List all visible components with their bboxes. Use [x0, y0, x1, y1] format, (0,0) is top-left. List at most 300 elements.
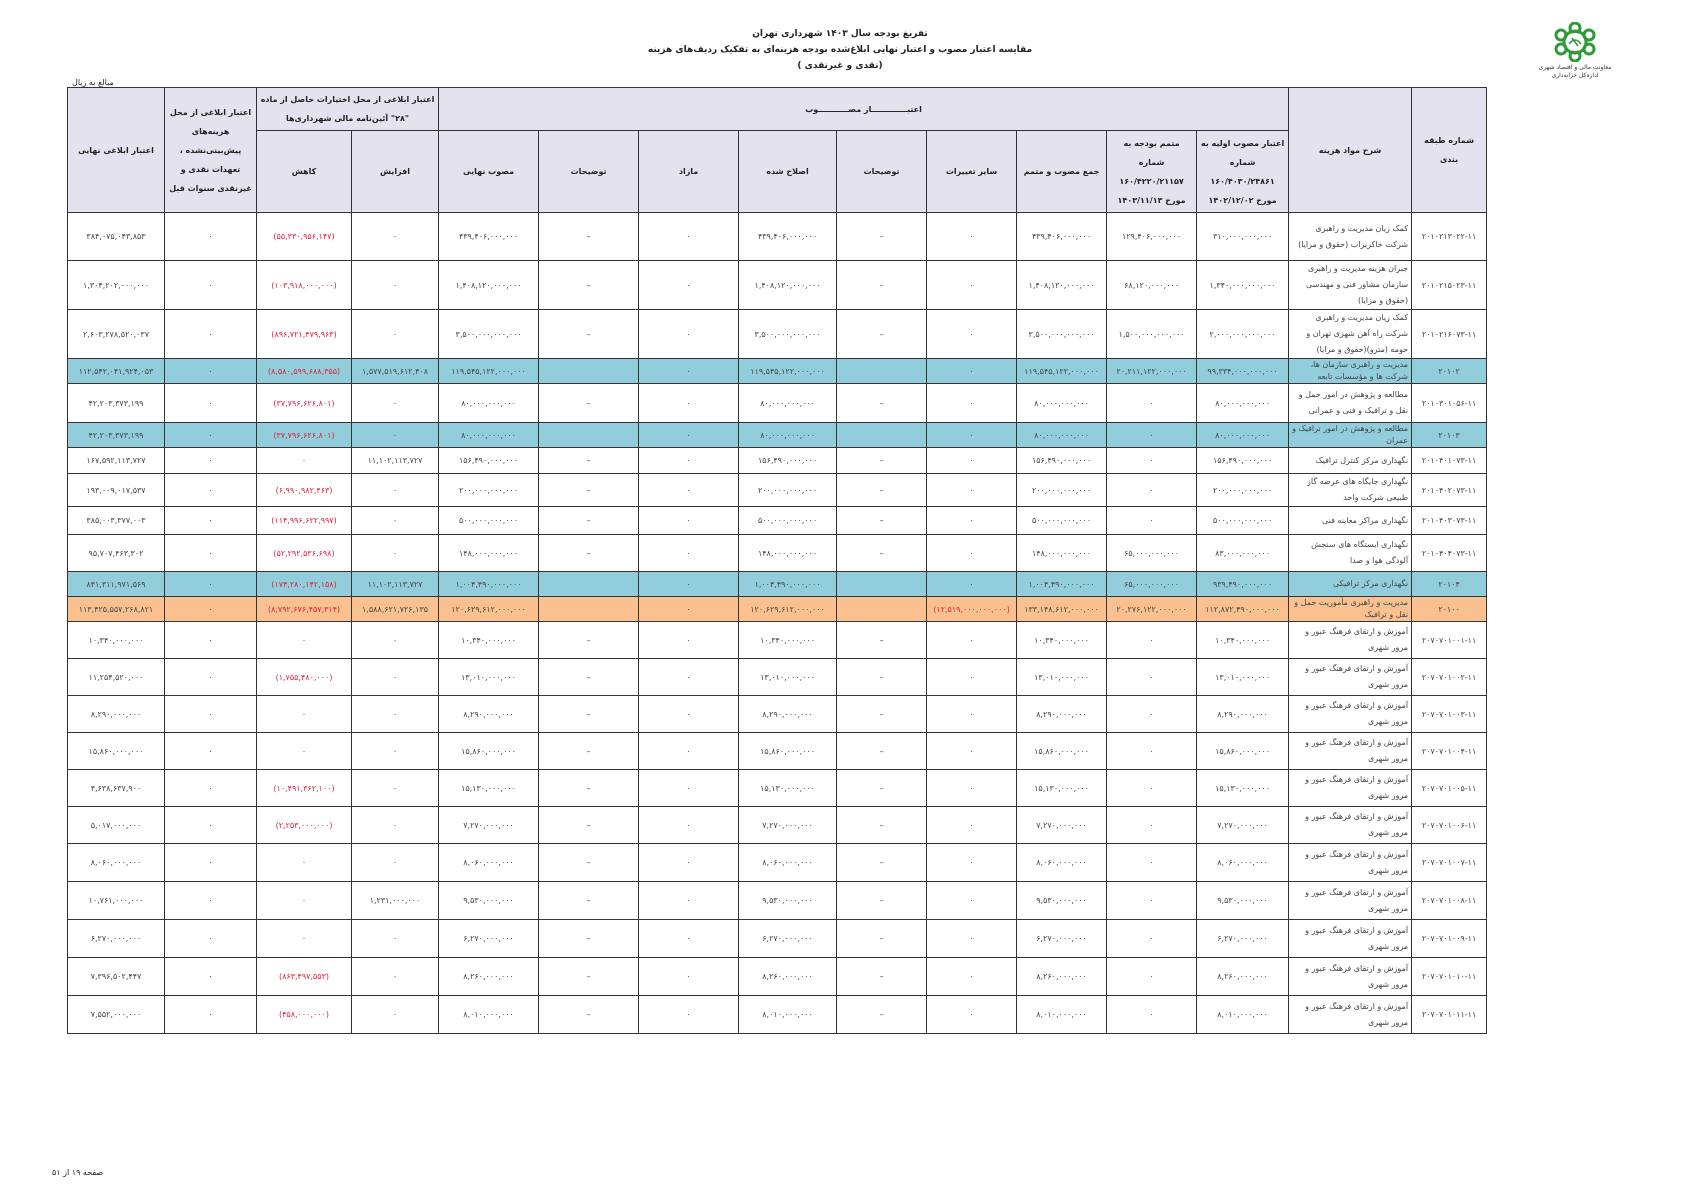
- municipality-logo: [1515, 22, 1635, 80]
- table-row: [68, 958, 1487, 996]
- cell-notes-1: –: [837, 622, 927, 659]
- cell-decrease: (۳۷,۷۹۶,۶۲۶,۸۰۱): [257, 423, 352, 448]
- cell-other-changes: ۰: [927, 535, 1017, 572]
- cell-notes-1: –: [837, 807, 927, 844]
- cell-final: ۱,۳۰۴,۲۰۲,۰۰۰,۰۰۰: [68, 261, 165, 310]
- cell-final-approved: ۴۳۹,۴۰۶,۰۰۰,۰۰۰: [439, 213, 539, 261]
- cell-notes-1: –: [837, 535, 927, 572]
- cell-notes-2: –: [539, 507, 639, 535]
- cell-notes-2: [539, 597, 639, 622]
- cell-unforeseen: ۰: [165, 958, 257, 996]
- cell-final-approved: ۸۰,۰۰۰,۰۰۰,۰۰۰: [439, 384, 539, 423]
- cell-description: آموزش و ارتقای فرهنگ عبور و مرور شهری: [1289, 920, 1412, 958]
- cell-other-changes: (۱۲,۵۱۹,۰۰۰,۰۰۰,۰۰۰): [927, 597, 1017, 622]
- cell-initial: ۸۰,۰۰۰,۰۰۰,۰۰۰: [1197, 384, 1289, 423]
- cell-description: آموزش و ارتقای فرهنگ عبور و مرور شهری: [1289, 622, 1412, 659]
- cell-modified: ۸,۰۶۰,۰۰۰,۰۰۰: [739, 844, 837, 882]
- cell-other-changes: ۰: [927, 423, 1017, 448]
- cell-other-changes: ۰: [927, 882, 1017, 920]
- cell-sum: ۹,۵۳۰,۰۰۰,۰۰۰: [1017, 882, 1107, 920]
- cell-supplement: ۰: [1107, 882, 1197, 920]
- cell-sum: ۸۰,۰۰۰,۰۰۰,۰۰۰: [1017, 384, 1107, 423]
- cell-final-approved: ۲۰۰,۰۰۰,۰۰۰,۰۰۰: [439, 474, 539, 507]
- cell-decrease: (۲,۲۵۳,۰۰۰,۰۰۰): [257, 807, 352, 844]
- cell-decrease: (۴۵۸,۰۰۰,۰۰۰): [257, 996, 352, 1034]
- report-subtitle-cash: (نقدی و غیرنقدی ): [797, 61, 883, 71]
- cell-sum: ۱۱۹,۵۴۵,۱۲۲,۰۰۰,۰۰۰: [1017, 359, 1107, 384]
- cell-unforeseen: ۰: [165, 920, 257, 958]
- cell-final: ۷,۳۹۶,۵۰۲,۴۴۷: [68, 958, 165, 996]
- col-header-initial: اعتبار مصوب اولیه به شماره ۱۶۰/۴۰۳۰/۲۴۸۶۱ مورخ ۱۴۰۲/۱۲/۰۲: [1197, 131, 1289, 213]
- col-header-final: اعتبار ابلاغی نهایی: [68, 88, 165, 213]
- cell-notes-2: –: [539, 733, 639, 770]
- cell-sum: ۶,۲۷۰,۰۰۰,۰۰۰: [1017, 920, 1107, 958]
- cell-other-changes: ۰: [927, 572, 1017, 597]
- cell-decrease: (۵۵,۳۳۰,۹۵۶,۱۴۷): [257, 213, 352, 261]
- cell-supplement: ۰: [1107, 696, 1197, 733]
- cell-modified: ۸,۰۱۰,۰۰۰,۰۰۰: [739, 996, 837, 1034]
- cell-surplus: ۰: [639, 535, 739, 572]
- cell-increase: ۱۱,۱۰۲,۱۱۳,۷۲۷: [352, 448, 439, 474]
- cell-surplus: ۰: [639, 659, 739, 696]
- cell-increase: ۰: [352, 996, 439, 1034]
- cell-surplus: ۰: [639, 384, 739, 423]
- cell-surplus: ۰: [639, 696, 739, 733]
- table-row: [68, 733, 1487, 770]
- cell-code: ۲۰۷۰۷۰۱۰۰۶-۱۱: [1412, 807, 1487, 844]
- cell-final: ۱۱,۲۵۴,۵۲۰,۰۰۰: [68, 659, 165, 696]
- cell-sum: ۴۳۹,۴۰۶,۰۰۰,۰۰۰: [1017, 213, 1107, 261]
- cell-notes-1: [837, 423, 927, 448]
- cell-notes-2: –: [539, 882, 639, 920]
- cell-notes-1: –: [837, 733, 927, 770]
- cell-notes-2: [539, 359, 639, 384]
- cell-final: ۸,۰۶۰,۰۰۰,۰۰۰: [68, 844, 165, 882]
- cell-final: ۱۹۳,۰۰۹,۰۱۷,۵۳۷: [68, 474, 165, 507]
- cell-sum: ۱۴۸,۰۰۰,۰۰۰,۰۰۰: [1017, 535, 1107, 572]
- cell-notes-1: –: [837, 261, 927, 310]
- cell-description: نگهداری مرکز ترافیکی: [1289, 572, 1412, 597]
- cell-code: ۲۰۱۰۳: [1412, 423, 1487, 448]
- cell-final-approved: ۸,۰۱۰,۰۰۰,۰۰۰: [439, 996, 539, 1034]
- cell-description: آموزش و ارتقای فرهنگ عبور و مرور شهری: [1289, 882, 1412, 920]
- col-group-article28: اعتبار ابلاغی از محل اختیارات حاصل از ماده "۲۸" آئین‌نامه مالی شهرداری‌ها: [257, 88, 439, 131]
- cell-notes-2: –: [539, 696, 639, 733]
- col-header-notes-1: توضیحات: [837, 131, 927, 213]
- cell-modified: ۳,۵۰۰,۰۰۰,۰۰۰,۰۰۰: [739, 310, 837, 359]
- cell-unforeseen: ۰: [165, 310, 257, 359]
- cell-sum: ۱۵,۱۳۰,۰۰۰,۰۰۰: [1017, 770, 1107, 807]
- cell-other-changes: ۰: [927, 696, 1017, 733]
- cell-other-changes: ۰: [927, 507, 1017, 535]
- cell-final-approved: ۸,۲۹۰,۰۰۰,۰۰۰: [439, 696, 539, 733]
- cell-increase: ۰: [352, 622, 439, 659]
- cell-supplement: ۰: [1107, 448, 1197, 474]
- table-body: [68, 213, 1487, 1034]
- table-row: [68, 384, 1487, 423]
- cell-decrease: ۰: [257, 696, 352, 733]
- cell-other-changes: ۰: [927, 474, 1017, 507]
- cell-modified: ۵۰۰,۰۰۰,۰۰۰,۰۰۰: [739, 507, 837, 535]
- cell-supplement: ۰: [1107, 920, 1197, 958]
- cell-notes-1: [837, 359, 927, 384]
- cell-other-changes: ۰: [927, 213, 1017, 261]
- cell-unforeseen: ۰: [165, 474, 257, 507]
- table-row: [68, 882, 1487, 920]
- cell-increase: ۰: [352, 696, 439, 733]
- cell-surplus: ۰: [639, 572, 739, 597]
- cell-supplement: ۰: [1107, 958, 1197, 996]
- cell-unforeseen: ۰: [165, 807, 257, 844]
- cell-supplement: ۶۵,۰۰۰,۰۰۰,۰۰۰: [1107, 572, 1197, 597]
- cell-initial: ۲,۰۰۰,۰۰۰,۰۰۰,۰۰۰: [1197, 310, 1289, 359]
- cell-surplus: ۰: [639, 448, 739, 474]
- cell-initial: ۷,۲۷۰,۰۰۰,۰۰۰: [1197, 807, 1289, 844]
- col-header-modified: اصلاح شده: [739, 131, 837, 213]
- cell-other-changes: ۰: [927, 807, 1017, 844]
- cell-sum: ۳,۵۰۰,۰۰۰,۰۰۰,۰۰۰: [1017, 310, 1107, 359]
- cell-notes-1: –: [837, 696, 927, 733]
- cell-final-approved: ۶,۲۷۰,۰۰۰,۰۰۰: [439, 920, 539, 958]
- cell-code: ۲۰۱۰۲۱۳۰۲۲-۱۱: [1412, 213, 1487, 261]
- cell-notes-2: –: [539, 659, 639, 696]
- cell-initial: ۶,۲۷۰,۰۰۰,۰۰۰: [1197, 920, 1289, 958]
- cell-notes-1: –: [837, 996, 927, 1034]
- cell-modified: ۸۰,۰۰۰,۰۰۰,۰۰۰: [739, 384, 837, 423]
- cell-unforeseen: ۰: [165, 882, 257, 920]
- cell-final-approved: ۸,۲۶۰,۰۰۰,۰۰۰: [439, 958, 539, 996]
- cell-supplement: ۶۸,۱۲۰,۰۰۰,۰۰۰: [1107, 261, 1197, 310]
- cell-modified: ۱۲۰,۶۲۹,۶۱۲,۰۰۰,۰۰۰: [739, 597, 837, 622]
- cell-decrease: ۰: [257, 882, 352, 920]
- cell-notes-2: [539, 423, 639, 448]
- cell-final: ۶,۲۷۰,۰۰۰,۰۰۰: [68, 920, 165, 958]
- cell-unforeseen: ۰: [165, 996, 257, 1034]
- cell-supplement: ۰: [1107, 733, 1197, 770]
- cell-code: ۲۰۱۰۴۰۴۰۷۳-۱۱: [1412, 535, 1487, 572]
- cell-description: کمک زیان مدیریت و راهبری شرکت خاکریزاب (حقوق و مزایا): [1289, 213, 1412, 261]
- cell-notes-1: –: [837, 384, 927, 423]
- cell-notes-1: –: [837, 213, 927, 261]
- cell-final-approved: ۵۰۰,۰۰۰,۰۰۰,۰۰۰: [439, 507, 539, 535]
- cell-decrease: (۱۰۳,۹۱۸,۰۰۰,۰۰۰): [257, 261, 352, 310]
- cell-notes-2: –: [539, 622, 639, 659]
- cell-code: ۲۰۷۰۷۰۱۰۱۱-۱۱: [1412, 996, 1487, 1034]
- cell-initial: ۱,۳۴۰,۰۰۰,۰۰۰,۰۰۰: [1197, 261, 1289, 310]
- cell-initial: ۸,۲۶۰,۰۰۰,۰۰۰: [1197, 958, 1289, 996]
- cell-initial: ۹۳۹,۴۹۰,۰۰۰,۰۰۰: [1197, 572, 1289, 597]
- cell-modified: ۱۵۶,۴۹۰,۰۰۰,۰۰۰: [739, 448, 837, 474]
- cell-supplement: ۰: [1107, 474, 1197, 507]
- cell-modified: ۸,۲۹۰,۰۰۰,۰۰۰: [739, 696, 837, 733]
- cell-description: نگهداری جایگاه های عرضه گاز طبیعی شرکت واحد: [1289, 474, 1412, 507]
- cell-modified: ۴۳۹,۴۰۶,۰۰۰,۰۰۰: [739, 213, 837, 261]
- cell-final: ۳۸۵,۰۰۳,۳۷۷,۰۰۳: [68, 507, 165, 535]
- cell-surplus: ۰: [639, 213, 739, 261]
- cell-modified: ۱,۰۰۴,۴۹۰,۰۰۰,۰۰۰: [739, 572, 837, 597]
- cell-unforeseen: ۰: [165, 844, 257, 882]
- cell-description: آموزش و ارتقای فرهنگ عبور و مرور شهری: [1289, 733, 1412, 770]
- cell-decrease: (۱۰,۴۹۱,۳۶۲,۱۰۰): [257, 770, 352, 807]
- cell-description: مطالعه و پژوهش در امور ترافیک و عمران: [1289, 423, 1412, 448]
- cell-final-approved: ۱,۰۰۴,۴۹۰,۰۰۰,۰۰۰: [439, 572, 539, 597]
- cell-code: ۲۰۱۰۴۰۱۰۷۳-۱۱: [1412, 448, 1487, 474]
- table-row: [68, 448, 1487, 474]
- cell-surplus: ۰: [639, 733, 739, 770]
- logo-org-line1: معاونت مالی و اقتصاد شهری: [1538, 64, 1612, 71]
- cell-final: ۷,۵۵۲,۰۰۰,۰۰۰: [68, 996, 165, 1034]
- col-header-other-changes: سایر تغییرات: [927, 131, 1017, 213]
- cell-supplement: ۱,۵۰۰,۰۰۰,۰۰۰,۰۰۰: [1107, 310, 1197, 359]
- cell-increase: ۰: [352, 423, 439, 448]
- cell-description: جبران هزینه مدیریت و راهبری سازمان مشاور فنی و مهندسی (حقوق و مزایا): [1289, 261, 1412, 310]
- budget-comparison-table: [67, 87, 1487, 1034]
- cell-other-changes: ۰: [927, 844, 1017, 882]
- cell-increase: ۰: [352, 507, 439, 535]
- cell-increase: ۰: [352, 310, 439, 359]
- col-header-surplus: مازاد: [639, 131, 739, 213]
- cell-initial: ۳۱۰,۰۰۰,۰۰۰,۰۰۰: [1197, 213, 1289, 261]
- col-header-code: شماره طبقه بندی: [1412, 88, 1487, 213]
- cell-initial: ۱۰,۳۴۰,۰۰۰,۰۰۰: [1197, 622, 1289, 659]
- cell-initial: ۱۵,۸۶۰,۰۰۰,۰۰۰: [1197, 733, 1289, 770]
- cell-surplus: ۰: [639, 844, 739, 882]
- table-row: [68, 622, 1487, 659]
- cell-initial: ۸۰,۰۰۰,۰۰۰,۰۰۰: [1197, 423, 1289, 448]
- cell-code: ۲۰۱۰۲۱۶۰۷۳-۱۱: [1412, 310, 1487, 359]
- cell-modified: ۱۵,۱۳۰,۰۰۰,۰۰۰: [739, 770, 837, 807]
- cell-initial: ۱۵۶,۴۹۰,۰۰۰,۰۰۰: [1197, 448, 1289, 474]
- cell-increase: ۱,۲۳۱,۰۰۰,۰۰۰: [352, 882, 439, 920]
- cell-surplus: ۰: [639, 958, 739, 996]
- cell-decrease: (۱۷۴,۲۸۰,۱۴۲,۱۵۸): [257, 572, 352, 597]
- cell-unforeseen: ۰: [165, 597, 257, 622]
- cell-increase: ۰: [352, 770, 439, 807]
- cell-increase: ۱۱,۱۰۲,۱۱۳,۷۲۷: [352, 572, 439, 597]
- cell-unforeseen: ۰: [165, 696, 257, 733]
- col-header-sum: جمع مصوب و متمم: [1017, 131, 1107, 213]
- cell-notes-1: –: [837, 770, 927, 807]
- report-title: تفریغ بودجه سال ۱۴۰۳ شهرداری تهران: [752, 29, 928, 39]
- cell-increase: ۰: [352, 384, 439, 423]
- cell-surplus: ۰: [639, 507, 739, 535]
- cell-surplus: ۰: [639, 770, 739, 807]
- cell-surplus: ۰: [639, 310, 739, 359]
- cell-increase: ۰: [352, 733, 439, 770]
- col-header-final-approved: مصوب نهایی: [439, 131, 539, 213]
- cell-supplement: ۰: [1107, 507, 1197, 535]
- col-header-increase: افزایش: [352, 131, 439, 213]
- cell-final-approved: ۱۵,۱۳۰,۰۰۰,۰۰۰: [439, 770, 539, 807]
- cell-surplus: ۰: [639, 920, 739, 958]
- cell-description: کمک زیان مدیریت و راهبری شرکت راه آهن شهری تهران و حومه (مترو)(حقوق و مزایا): [1289, 310, 1412, 359]
- cell-code: ۲۰۱۰۴۰۲۰۷۳-۱۱: [1412, 474, 1487, 507]
- cell-supplement: ۰: [1107, 844, 1197, 882]
- cell-description: آموزش و ارتقای فرهنگ عبور و مرور شهری: [1289, 659, 1412, 696]
- cell-unforeseen: ۰: [165, 770, 257, 807]
- cell-supplement: ۰: [1107, 659, 1197, 696]
- cell-supplement: ۰: [1107, 384, 1197, 423]
- cell-surplus: ۰: [639, 996, 739, 1034]
- cell-supplement: ۰: [1107, 622, 1197, 659]
- cell-other-changes: ۰: [927, 958, 1017, 996]
- cell-notes-1: [837, 572, 927, 597]
- cell-notes-2: –: [539, 213, 639, 261]
- cell-code: ۲۰۱۰۲: [1412, 359, 1487, 384]
- cell-initial: ۹۹,۳۳۴,۰۰۰,۰۰۰,۰۰۰: [1197, 359, 1289, 384]
- tehran-municipality-emblem-icon: [1547, 22, 1603, 62]
- cell-modified: ۶,۲۷۰,۰۰۰,۰۰۰: [739, 920, 837, 958]
- cell-sum: ۷,۲۷۰,۰۰۰,۰۰۰: [1017, 807, 1107, 844]
- cell-code: ۲۰۷۰۷۰۱۰۰۷-۱۱: [1412, 844, 1487, 882]
- cell-code: ۲۰۱۰۳۰۱۰۵۶-۱۱: [1412, 384, 1487, 423]
- cell-notes-1: –: [837, 310, 927, 359]
- cell-surplus: ۰: [639, 882, 739, 920]
- cell-final: ۴۲,۲۰۳,۳۷۳,۱۹۹: [68, 384, 165, 423]
- cell-other-changes: ۰: [927, 359, 1017, 384]
- total-row: [68, 597, 1487, 622]
- cell-unforeseen: ۰: [165, 535, 257, 572]
- cell-description: نگهداری مراکز معاینه فنی: [1289, 507, 1412, 535]
- cell-modified: ۹,۵۳۰,۰۰۰,۰۰۰: [739, 882, 837, 920]
- cell-initial: ۸,۰۱۰,۰۰۰,۰۰۰: [1197, 996, 1289, 1034]
- subtotal-row: [68, 359, 1487, 384]
- cell-modified: ۱,۴۰۸,۱۲۰,۰۰۰,۰۰۰: [739, 261, 837, 310]
- cell-other-changes: ۰: [927, 659, 1017, 696]
- cell-notes-2: –: [539, 844, 639, 882]
- cell-final: ۹۵,۷۰۷,۴۶۳,۳۰۲: [68, 535, 165, 572]
- cell-notes-1: –: [837, 507, 927, 535]
- cell-surplus: ۰: [639, 474, 739, 507]
- cell-modified: ۱۳,۰۱۰,۰۰۰,۰۰۰: [739, 659, 837, 696]
- cell-code: ۲۰۷۰۷۰۱۰۰۱-۱۱: [1412, 622, 1487, 659]
- cell-increase: ۱,۵۸۸,۶۲۱,۷۲۶,۱۳۵: [352, 597, 439, 622]
- cell-other-changes: ۰: [927, 733, 1017, 770]
- cell-code: ۲۰۱۰۰: [1412, 597, 1487, 622]
- cell-supplement: ۰: [1107, 807, 1197, 844]
- cell-unforeseen: ۰: [165, 572, 257, 597]
- cell-final: ۵,۰۱۷,۰۰۰,۰۰۰: [68, 807, 165, 844]
- cell-supplement: ۲۰,۲۱۱,۱۲۲,۰۰۰,۰۰۰: [1107, 359, 1197, 384]
- cell-notes-2: –: [539, 770, 639, 807]
- cell-sum: ۱۵,۸۶۰,۰۰۰,۰۰۰: [1017, 733, 1107, 770]
- cell-initial: ۹,۵۳۰,۰۰۰,۰۰۰: [1197, 882, 1289, 920]
- cell-final-approved: ۱۴۸,۰۰۰,۰۰۰,۰۰۰: [439, 535, 539, 572]
- cell-description: آموزش و ارتقای فرهنگ عبور و مرور شهری: [1289, 807, 1412, 844]
- cell-final-approved: ۳,۵۰۰,۰۰۰,۰۰۰,۰۰۰: [439, 310, 539, 359]
- cell-code: ۲۰۷۰۷۰۱۰۰۳-۱۱: [1412, 696, 1487, 733]
- cell-final: ۴۲,۲۰۳,۳۷۳,۱۹۹: [68, 423, 165, 448]
- cell-description: آموزش و ارتقای فرهنگ عبور و مرور شهری: [1289, 958, 1412, 996]
- cell-modified: ۱۱۹,۵۴۵,۱۲۲,۰۰۰,۰۰۰: [739, 359, 837, 384]
- cell-code: ۲۰۱۰۴: [1412, 572, 1487, 597]
- cell-supplement: ۶۵,۰۰۰,۰۰۰,۰۰۰: [1107, 535, 1197, 572]
- cell-description: مدیریت و راهبری سازمان ها، شرکت ها و مؤسسات تابعه: [1289, 359, 1412, 384]
- subtotal-row: [68, 423, 1487, 448]
- cell-decrease: (۵۲,۲۹۲,۵۳۶,۶۹۸): [257, 535, 352, 572]
- cell-increase: ۱,۵۷۷,۵۱۹,۶۱۲,۴۰۸: [352, 359, 439, 384]
- cell-final: ۴,۶۳۸,۶۳۷,۹۰۰: [68, 770, 165, 807]
- cell-unforeseen: ۰: [165, 733, 257, 770]
- cell-supplement: ۰: [1107, 996, 1197, 1034]
- cell-modified: ۲۰۰,۰۰۰,۰۰۰,۰۰۰: [739, 474, 837, 507]
- cell-final-approved: ۷,۲۷۰,۰۰۰,۰۰۰: [439, 807, 539, 844]
- cell-sum: ۱۵۶,۴۹۰,۰۰۰,۰۰۰: [1017, 448, 1107, 474]
- cell-code: ۲۰۷۰۷۰۱۰۰۲-۱۱: [1412, 659, 1487, 696]
- cell-sum: ۸,۰۱۰,۰۰۰,۰۰۰: [1017, 996, 1107, 1034]
- cell-increase: ۰: [352, 844, 439, 882]
- cell-final: ۱۰,۷۶۱,۰۰۰,۰۰۰: [68, 882, 165, 920]
- logo-org-line2: اداره‌کل خزانه‌داری: [1551, 72, 1599, 79]
- cell-final-approved: ۱۲۰,۶۲۹,۶۱۲,۰۰۰,۰۰۰: [439, 597, 539, 622]
- cell-code: ۲۰۷۰۷۰۱۰۰۸-۱۱: [1412, 882, 1487, 920]
- table-row: [68, 474, 1487, 507]
- cell-increase: ۰: [352, 807, 439, 844]
- cell-other-changes: ۰: [927, 384, 1017, 423]
- cell-final: ۸,۲۹۰,۰۰۰,۰۰۰: [68, 696, 165, 733]
- cell-sum: ۱,۴۰۸,۱۲۰,۰۰۰,۰۰۰: [1017, 261, 1107, 310]
- cell-initial: ۲۰۰,۰۰۰,۰۰۰,۰۰۰: [1197, 474, 1289, 507]
- cell-final: ۳۸۴,۰۷۵,۰۴۳,۸۵۳: [68, 213, 165, 261]
- cell-description: آموزش و ارتقای فرهنگ عبور و مرور شهری: [1289, 844, 1412, 882]
- cell-notes-2: –: [539, 384, 639, 423]
- cell-notes-1: –: [837, 659, 927, 696]
- cell-code: ۲۰۷۰۷۰۱۰۰۹-۱۱: [1412, 920, 1487, 958]
- cell-increase: ۰: [352, 261, 439, 310]
- cell-code: ۲۰۱۰۴۰۳۰۷۳-۱۱: [1412, 507, 1487, 535]
- cell-supplement: ۱۲۹,۴۰۶,۰۰۰,۰۰۰: [1107, 213, 1197, 261]
- cell-notes-1: –: [837, 958, 927, 996]
- cell-other-changes: ۰: [927, 996, 1017, 1034]
- cell-description: آموزش و ارتقای فرهنگ عبور و مرور شهری: [1289, 770, 1412, 807]
- cell-initial: ۸,۲۹۰,۰۰۰,۰۰۰: [1197, 696, 1289, 733]
- cell-description: مطالعه و پژوهش در امور حمل و نقل و ترافیک و فنی و عمرانی: [1289, 384, 1412, 423]
- cell-notes-2: –: [539, 920, 639, 958]
- cell-decrease: (۳۷,۷۹۶,۶۲۶,۸۰۱): [257, 384, 352, 423]
- cell-final: ۱۵,۸۶۰,۰۰۰,۰۰۰: [68, 733, 165, 770]
- cell-decrease: (۸۹۶,۷۲۱,۴۷۹,۹۶۳): [257, 310, 352, 359]
- cell-decrease: (۸۶۳,۴۹۷,۵۵۳): [257, 958, 352, 996]
- cell-final-approved: ۹,۵۳۰,۰۰۰,۰۰۰: [439, 882, 539, 920]
- cell-notes-1: –: [837, 844, 927, 882]
- table-row: [68, 996, 1487, 1034]
- cell-notes-2: –: [539, 807, 639, 844]
- currency-unit-note: مبالغ به ریال: [72, 78, 114, 87]
- col-group-approved: اعتبـــــــــــــار مصـــــــــــوب: [439, 88, 1289, 131]
- cell-unforeseen: ۰: [165, 659, 257, 696]
- cell-sum: ۱۳۳,۱۴۸,۶۱۲,۰۰۰,۰۰۰: [1017, 597, 1107, 622]
- cell-decrease: ۰: [257, 733, 352, 770]
- cell-increase: ۰: [352, 920, 439, 958]
- cell-final-approved: ۱۰,۳۴۰,۰۰۰,۰۰۰: [439, 622, 539, 659]
- cell-description: مدیریت و راهبری مأموریت حمل و نقل و ترافیک: [1289, 597, 1412, 622]
- cell-supplement: ۲۰,۲۷۶,۱۲۲,۰۰۰,۰۰۰: [1107, 597, 1197, 622]
- cell-initial: ۱۳,۰۱۰,۰۰۰,۰۰۰: [1197, 659, 1289, 696]
- page-number: صفحه ۱۹ از ۵۱: [52, 1168, 104, 1177]
- cell-description: نگهداری ایستگاه های سنجش آلودگی هوا و صدا: [1289, 535, 1412, 572]
- cell-sum: ۸,۲۹۰,۰۰۰,۰۰۰: [1017, 696, 1107, 733]
- cell-other-changes: ۰: [927, 261, 1017, 310]
- cell-other-changes: ۰: [927, 770, 1017, 807]
- cell-decrease: ۰: [257, 844, 352, 882]
- cell-modified: ۸,۲۶۰,۰۰۰,۰۰۰: [739, 958, 837, 996]
- cell-notes-2: –: [539, 535, 639, 572]
- cell-decrease: (۸,۵۸۰,۵۹۹,۶۸۸,۳۵۵): [257, 359, 352, 384]
- cell-unforeseen: ۰: [165, 448, 257, 474]
- cell-initial: ۸,۰۶۰,۰۰۰,۰۰۰: [1197, 844, 1289, 882]
- cell-increase: ۰: [352, 659, 439, 696]
- cell-notes-2: –: [539, 448, 639, 474]
